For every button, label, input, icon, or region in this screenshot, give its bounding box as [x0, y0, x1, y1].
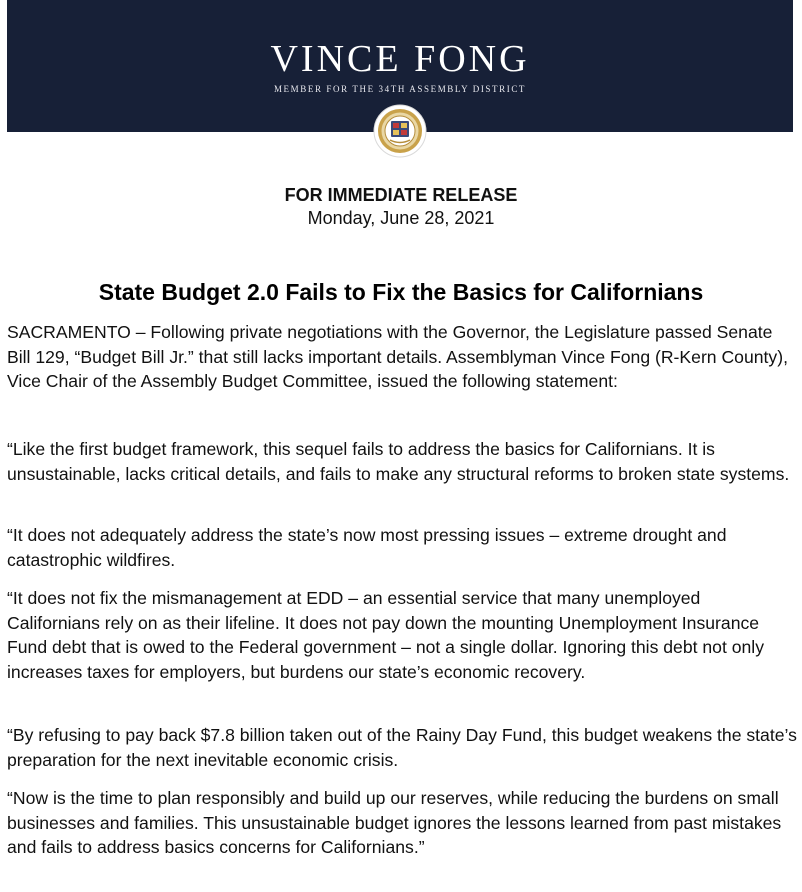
body-paragraph: “By refusing to pay back $7.8 billion taken out of the Rainy Day Fund, this budget weakens the state’s preparation for the next inevitable economic crisis. [7, 725, 797, 770]
body-paragraph: “Now is the time to plan responsibly and build up our reserves, while reducing the burdens on small businesses and families. This unsustainable budget ignores the lessons learned from past mistakes and fails to address basics concerns for Californians.” [7, 788, 782, 857]
body-paragraph: “It does not fix the mismanagement at EDD – an essential service that many unemployed Californians rely on as their lifeline. It does not pay down the mounting Unemployment Insurance Fund debt that is owed to the Federal government – not a single dollar. Ignoring this debt not only increases taxes for employers, but burdens our state’s economic recovery. [7, 588, 765, 682]
body-paragraph: SACRAMENTO – Following private negotiations with the Governor, the Legislature passed Senate Bill 129, “Budget Bill Jr.” that still lacks important details. Assemblyman Vince Fong (R-Kern County), Vice Chair of the Assembly Budget Committee, issued the following statement: [7, 322, 788, 391]
letterhead-name: VINCE FONG [270, 38, 530, 80]
body-paragraph: “Like the first budget framework, this sequel fails to address the basics for Californians. It is unsustainable, lacks critical details, and fails to make any structural reforms to broken state systems. [7, 439, 790, 484]
release-label: FOR IMMEDIATE RELEASE [284, 185, 518, 205]
body-paragraph: “It does not adequately address the state’s now most pressing issues – extreme drought and catastrophic wildfires. [7, 525, 727, 570]
release-date: Monday, June 28, 2021 [307, 208, 495, 228]
assembly-seal-icon [373, 104, 427, 158]
headline: State Budget 2.0 Fails to Fix the Basics for Californians [98, 279, 704, 305]
letterhead-subtitle: MEMBER FOR THE 34TH ASSEMBLY DISTRICT [273, 84, 527, 94]
